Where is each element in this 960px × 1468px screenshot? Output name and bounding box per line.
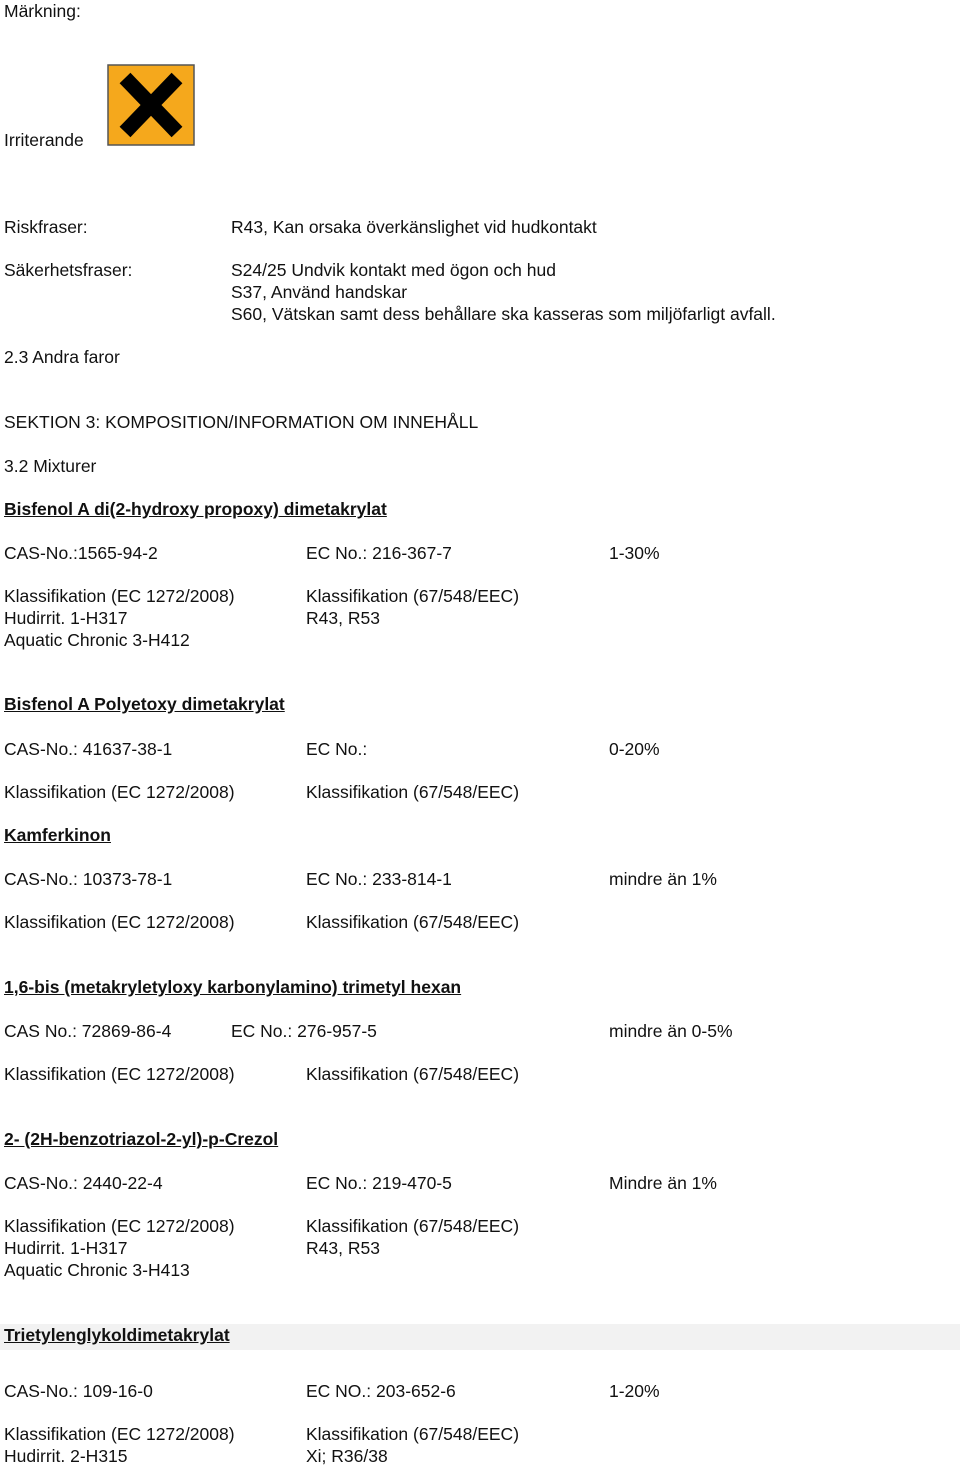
substance-name: 2- (2H-benzotriazol-2-yl)-p-Crezol — [4, 1129, 279, 1149]
ec-number: EC No.: 219-470-5 — [306, 1173, 452, 1193]
ec-number: EC No.: 233-814-1 — [306, 869, 452, 889]
other-hazards-heading: 2.3 Andra faror — [4, 347, 120, 367]
dsd-classification-line: R43, R53 — [306, 1238, 380, 1258]
section3-title: SEKTION 3: KOMPOSITION/INFORMATION OM INNEHÅLL — [4, 412, 479, 432]
dsd-classification-title: Klassifikation (67/548/EEC) — [306, 1216, 520, 1236]
concentration: 1-30% — [609, 543, 660, 563]
ec-number: EC No.: 276-957-5 — [231, 1021, 377, 1041]
clp-classification-line: Aquatic Chronic 3-H413 — [4, 1260, 190, 1280]
dsd-classification-title: Klassifikation (67/548/EEC) — [306, 586, 520, 606]
cas-number: CAS No.: 72869-86-4 — [4, 1021, 172, 1041]
dsd-classification-line: Xi; R36/38 — [306, 1446, 388, 1466]
cas-number: CAS-No.: 41637-38-1 — [4, 739, 173, 759]
mixtures-subtitle: 3.2 Mixturer — [4, 456, 97, 476]
safety-phrase-1: S24/25 Undvik kontakt med ögon och hud — [231, 260, 556, 280]
ec-number: EC No.: 216-367-7 — [306, 543, 452, 563]
ec-number: EC NO.: 203-652-6 — [306, 1381, 456, 1401]
cas-number: CAS-No.:1565-94-2 — [4, 543, 158, 563]
concentration: Mindre än 1% — [609, 1173, 717, 1193]
substance-name: 1,6-bis (metakryletyloxy karbonylamino) trimetyl hexan — [4, 977, 462, 997]
dsd-classification-line: R43, R53 — [306, 608, 380, 628]
marking-label: Märkning: — [4, 1, 81, 21]
safety-phrase-3: S60, Vätskan samt dess behållare ska kasseras som miljöfarligt avfall. — [231, 304, 776, 324]
cas-number: CAS-No.: 2440-22-4 — [4, 1173, 163, 1193]
dsd-classification-title: Klassifikation (67/548/EEC) — [306, 782, 520, 802]
dsd-classification-title: Klassifikation (67/548/EEC) — [306, 912, 520, 932]
ec-number: EC No.: — [306, 739, 368, 759]
clp-classification-line: Hudirrit. 1-H317 — [4, 608, 128, 628]
concentration: 1-20% — [609, 1381, 660, 1401]
safety-phrases-label: Säkerhetsfraser: — [4, 260, 133, 280]
risk-phrases-label: Riskfraser: — [4, 217, 88, 237]
clp-classification-line: Hudirrit. 1-H317 — [4, 1238, 128, 1258]
dsd-classification-title: Klassifikation (67/548/EEC) — [306, 1424, 520, 1444]
safety-phrase-2: S37, Använd handskar — [231, 282, 408, 302]
cas-number: CAS-No.: 10373-78-1 — [4, 869, 173, 889]
concentration: 0-20% — [609, 739, 660, 759]
dsd-classification-title: Klassifikation (67/548/EEC) — [306, 1064, 520, 1084]
substance-name: Bisfenol A di(2-hydroxy propoxy) dimetakrylat — [4, 499, 387, 519]
clp-classification-title: Klassifikation (EC 1272/2008) — [4, 782, 235, 802]
clp-classification-title: Klassifikation (EC 1272/2008) — [4, 1424, 235, 1444]
substance-name: Trietylenglykoldimetakrylat — [4, 1325, 230, 1345]
harmful-irritant-x-icon — [107, 64, 195, 146]
concentration: mindre än 0-5% — [609, 1021, 733, 1041]
clp-classification-line: Hudirrit. 2-H315 — [4, 1446, 128, 1466]
hazard-label: Irriterande — [4, 130, 84, 150]
clp-classification-title: Klassifikation (EC 1272/2008) — [4, 1216, 235, 1236]
risk-phrases-text: R43, Kan orsaka överkänslighet vid hudkontakt — [231, 217, 597, 237]
clp-classification-title: Klassifikation (EC 1272/2008) — [4, 1064, 235, 1084]
clp-classification-title: Klassifikation (EC 1272/2008) — [4, 912, 235, 932]
clp-classification-line: Aquatic Chronic 3-H412 — [4, 630, 190, 650]
concentration: mindre än 1% — [609, 869, 717, 889]
cas-number: CAS-No.: 109-16-0 — [4, 1381, 153, 1401]
substance-name: Kamferkinon — [4, 825, 111, 845]
substance-name: Bisfenol A Polyetoxy dimetakrylat — [4, 694, 285, 714]
clp-classification-title: Klassifikation (EC 1272/2008) — [4, 586, 235, 606]
